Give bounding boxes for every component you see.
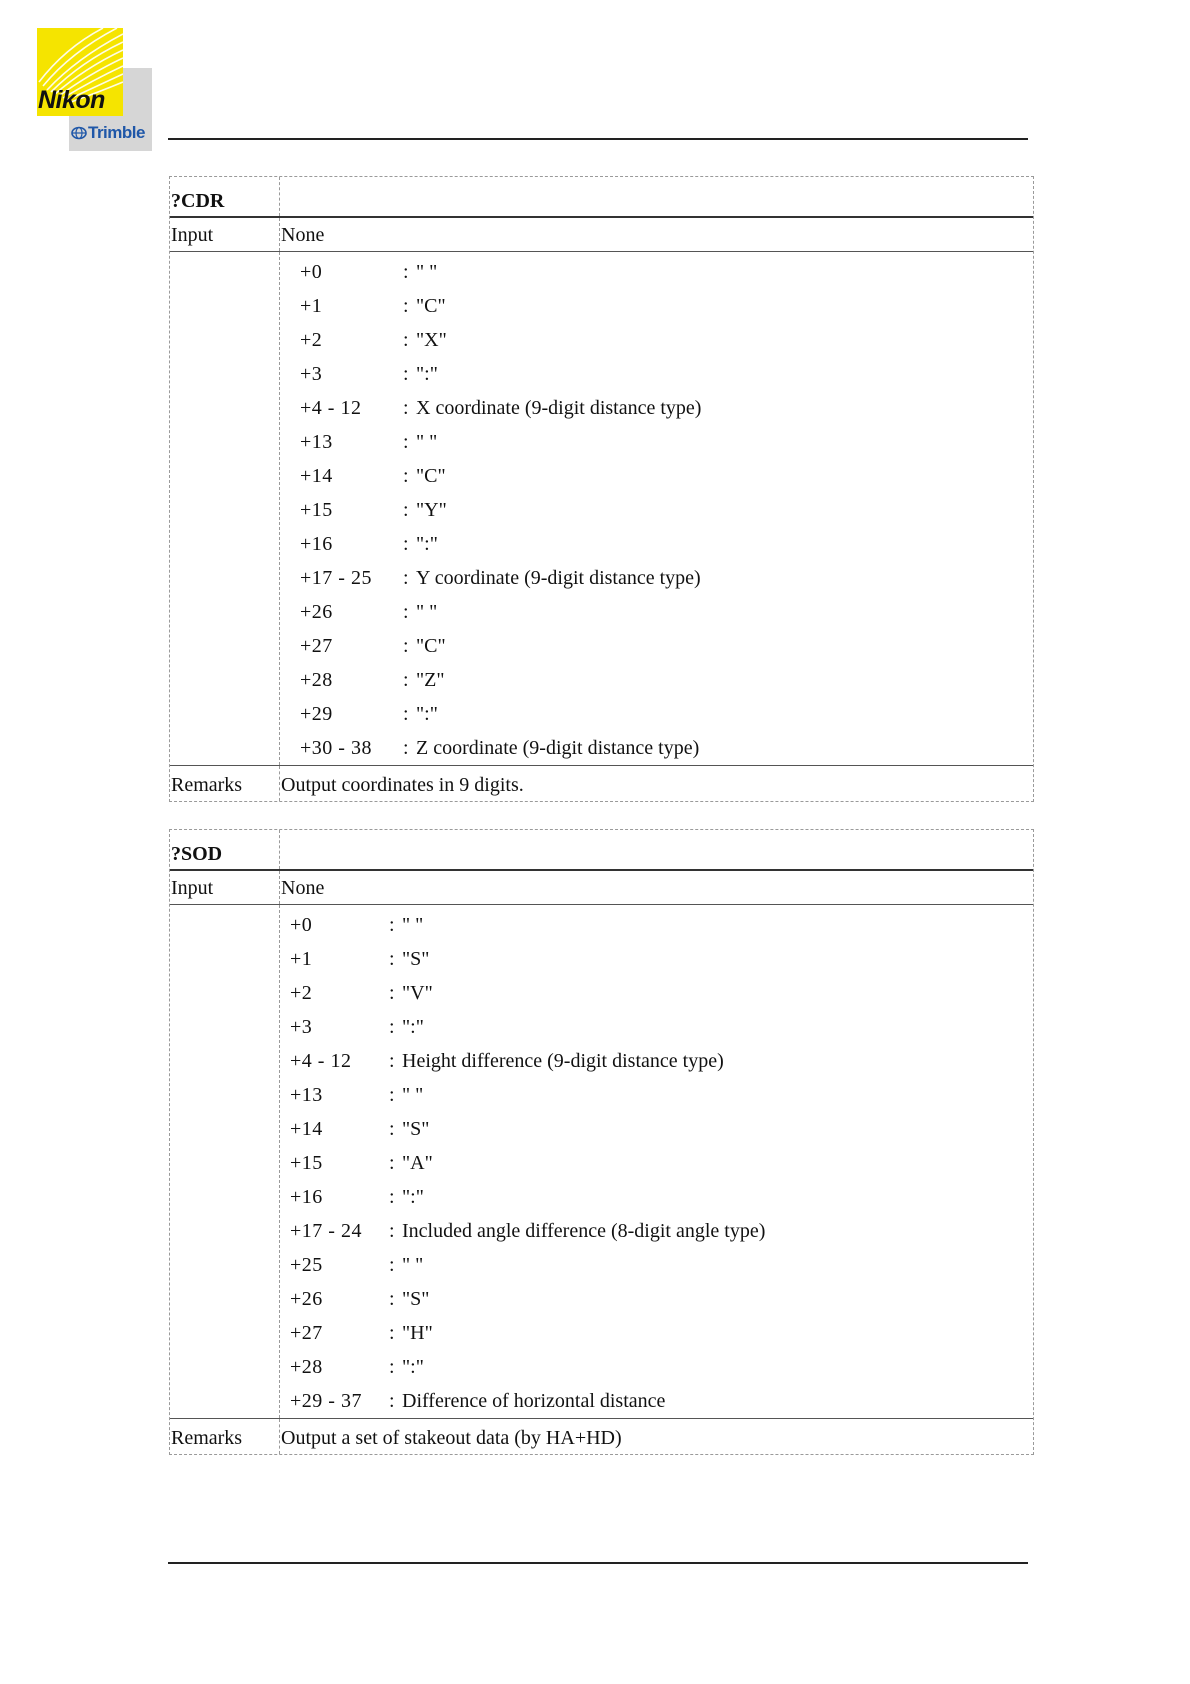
remarks-value: Output a set of stakeout data (by HA+HD): [281, 1427, 622, 1449]
output-offset: +4 - 12: [290, 1050, 352, 1072]
output-description: " ": [402, 914, 424, 936]
output-row: [280, 595, 1033, 629]
output-row: [280, 1384, 1033, 1418]
output-offset: +14: [290, 1118, 323, 1140]
output-colon: :: [403, 635, 409, 657]
output-offset: +13: [300, 431, 333, 453]
output-colon: :: [389, 1016, 395, 1038]
logo-yellow-block: [37, 28, 123, 116]
output-offset: +3: [300, 363, 323, 385]
output-row: [280, 1180, 1033, 1214]
output-description: " ": [402, 1254, 424, 1276]
output-colon: :: [403, 601, 409, 623]
output-offset: +26: [290, 1288, 323, 1310]
output-offset: +0: [290, 914, 313, 936]
output-colon: :: [389, 982, 395, 1004]
output-colon: :: [403, 533, 409, 555]
command-table-cdr: [169, 176, 1034, 802]
output-colon: :: [389, 1254, 395, 1276]
output-offset: +2: [300, 329, 323, 351]
remarks-row: [170, 1419, 1033, 1454]
header-rule: [168, 138, 1028, 140]
nikon-trimble-logo: [37, 28, 152, 151]
output-row: [280, 1044, 1033, 1078]
output-row: [280, 323, 1033, 357]
output-description: "S": [402, 1118, 430, 1140]
output-description: Difference of horizontal distance: [402, 1390, 666, 1412]
input-row: [170, 218, 1033, 252]
output-colon: :: [389, 1390, 395, 1412]
output-offset: +27: [290, 1322, 323, 1344]
output-colon: :: [403, 329, 409, 351]
output-colon: :: [389, 1356, 395, 1378]
output-colon: :: [389, 1186, 395, 1208]
output-colon: :: [389, 914, 395, 936]
command-name: ?CDR: [170, 177, 280, 216]
output-description: ":": [402, 1016, 424, 1038]
output-rows: [170, 905, 1033, 1419]
output-description: "A": [402, 1152, 433, 1174]
output-colon: :: [403, 669, 409, 691]
output-offset: +15: [290, 1152, 323, 1174]
output-colon: :: [389, 1152, 395, 1174]
output-description: "V": [402, 982, 433, 1004]
output-row: [280, 1282, 1033, 1316]
output-row: [280, 1078, 1033, 1112]
command-table-sod: [169, 829, 1034, 1455]
output-colon: :: [389, 1288, 395, 1310]
output-offset: +1: [290, 948, 313, 970]
output-colon: :: [389, 1322, 395, 1344]
output-colon: :: [403, 465, 409, 487]
output-row: [280, 1316, 1033, 1350]
output-description: X coordinate (9-digit distance type): [416, 397, 702, 419]
output-row: [280, 1214, 1033, 1248]
output-colon: :: [403, 295, 409, 317]
input-value: None: [281, 877, 325, 899]
output-description: "S": [402, 1288, 430, 1310]
output-offset: +25: [290, 1254, 323, 1276]
output-colon: :: [403, 499, 409, 521]
logo-trimble-text: [71, 123, 145, 143]
output-row: [280, 527, 1033, 561]
output-description: "C": [416, 635, 446, 657]
output-description: "C": [416, 465, 446, 487]
remarks-label: Remarks: [170, 1419, 280, 1454]
output-colon: :: [389, 1084, 395, 1106]
output-offset: +1: [300, 295, 323, 317]
output-offset: +29: [300, 703, 333, 725]
output-row: [280, 1010, 1033, 1044]
output-colon: :: [389, 1220, 395, 1242]
output-description: ":": [402, 1356, 424, 1378]
output-offset: +16: [290, 1186, 323, 1208]
output-colon: :: [403, 397, 409, 419]
output-description: " ": [416, 431, 438, 453]
output-row: [280, 391, 1033, 425]
output-row: [280, 357, 1033, 391]
output-description: Included angle difference (8-digit angle type): [402, 1220, 766, 1242]
command-header-row: [170, 177, 1033, 218]
remarks-value: Output coordinates in 9 digits.: [281, 774, 524, 796]
output-row: [280, 976, 1033, 1010]
output-offset: +26: [300, 601, 333, 623]
output-offset: +3: [290, 1016, 313, 1038]
output-row: [280, 493, 1033, 527]
output-description: "Z": [416, 669, 445, 691]
output-row: [280, 663, 1033, 697]
output-offset: +13: [290, 1084, 323, 1106]
output-row: [280, 459, 1033, 493]
output-description: " ": [416, 261, 438, 283]
command-name: ?SOD: [170, 830, 280, 869]
output-row: [280, 908, 1033, 942]
output-description: "Y": [416, 499, 447, 521]
output-description: Y coordinate (9-digit distance type): [416, 567, 701, 589]
output-offset: +0: [300, 261, 323, 283]
input-row: [170, 871, 1033, 905]
output-offset: +17 - 24: [290, 1220, 362, 1242]
output-offset: +29 - 37: [290, 1390, 362, 1412]
output-colon: :: [403, 363, 409, 385]
output-colon: :: [403, 261, 409, 283]
output-offset: +14: [300, 465, 333, 487]
input-label: Input: [170, 218, 280, 251]
output-offset: +30 - 38: [300, 737, 372, 759]
output-offset: +16: [300, 533, 333, 555]
remarks-label: Remarks: [170, 766, 280, 801]
output-description: ":": [402, 1186, 424, 1208]
output-row: [280, 289, 1033, 323]
output-row: [280, 255, 1033, 289]
output-row: [280, 731, 1033, 765]
output-row: [280, 1350, 1033, 1384]
output-description: Z coordinate (9-digit distance type): [416, 737, 700, 759]
output-description: "C": [416, 295, 446, 317]
output-offset: +17 - 25: [300, 567, 372, 589]
output-row: [280, 1112, 1033, 1146]
output-description: "H": [402, 1322, 433, 1344]
output-colon: :: [403, 737, 409, 759]
trimble-globe-icon: [71, 126, 87, 140]
output-description: " ": [402, 1084, 424, 1106]
output-colon: :: [389, 948, 395, 970]
input-value: None: [281, 224, 325, 246]
output-row: [280, 697, 1033, 731]
output-offset: +28: [300, 669, 333, 691]
output-description: ":": [416, 363, 438, 385]
output-colon: :: [389, 1050, 395, 1072]
output-row: [280, 942, 1033, 976]
output-colon: :: [389, 1118, 395, 1140]
output-row: [280, 561, 1033, 595]
output-row: [280, 629, 1033, 663]
output-offset: +2: [290, 982, 313, 1004]
output-description: ":": [416, 703, 438, 725]
output-description: " ": [416, 601, 438, 623]
footer-rule: [168, 1562, 1028, 1564]
output-colon: :: [403, 703, 409, 725]
remarks-row: [170, 766, 1033, 801]
output-colon: :: [403, 567, 409, 589]
output-row: [280, 425, 1033, 459]
output-offset: +28: [290, 1356, 323, 1378]
output-row: [280, 1248, 1033, 1282]
output-offset: +4 - 12: [300, 397, 362, 419]
output-offset: +27: [300, 635, 333, 657]
output-description: ":": [416, 533, 438, 555]
command-header-row: [170, 830, 1033, 871]
input-label: Input: [170, 871, 280, 904]
logo-nikon-text: Nikon: [38, 86, 105, 114]
output-colon: :: [403, 431, 409, 453]
output-offset: +15: [300, 499, 333, 521]
output-rows: [170, 252, 1033, 766]
output-description: "X": [416, 329, 447, 351]
output-row: [280, 1146, 1033, 1180]
output-description: Height difference (9-digit distance type): [402, 1050, 724, 1072]
logo-trimble-label: Trimble: [88, 123, 145, 142]
output-description: "S": [402, 948, 430, 970]
output-list: [280, 252, 1033, 765]
output-list: [280, 905, 1033, 1418]
